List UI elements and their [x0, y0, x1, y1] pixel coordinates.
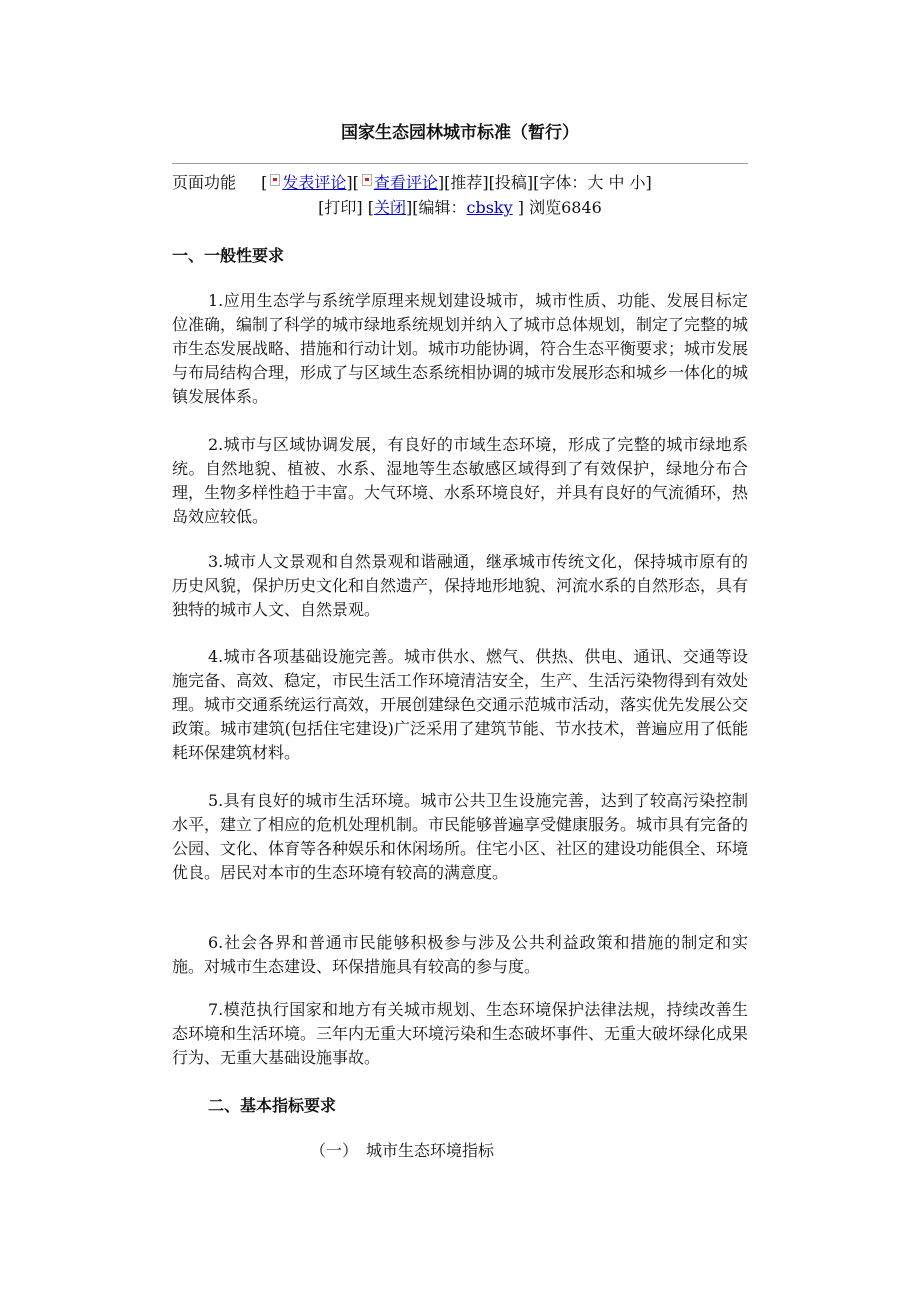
post-comment-link[interactable]: 发表评论 — [282, 173, 347, 192]
paragraph-2: 2.城市与区域协调发展，有良好的市域生态环境，形成了完整的城市绿地系统。自然地貌、植被、水系、湿地等生态敏感区域得到了有效保护，绿地分布合理，生物多样性趋于丰富。大气环境、水系环境良好，并具有良好的气流循环，热岛效应较低。 — [172, 435, 749, 526]
recommend-button[interactable]: [推荐] — [444, 173, 489, 192]
section-heading-general: 一、一般性要求 — [172, 246, 285, 265]
page-function-bar: 页面功能 [ 发表评论][ 查看评论][推荐][投稿][字体：大 中 小] — [172, 173, 652, 192]
editor-label: [编辑： — [412, 198, 467, 217]
section-heading-basic-indicators: 二、基本指标要求 — [208, 1096, 337, 1115]
submit-button[interactable]: [投稿] — [488, 173, 534, 192]
paragraph-1: 1.应用生态学与系统学原理来规划建设城市，城市性质、功能、发展目标定位准确，编制了科学的城市绿地系统规划并纳入了城市总体规划，制定了完整的城市生态发展战略、措施和行动计划。城市功能协调，符合生态平衡要求；城市发展与布局结构合理，形成了与区域生态系统相协调的城市发展形态和城乡一体化的城镇发展体系。 — [172, 291, 749, 406]
comment-icon — [270, 174, 280, 186]
page-title: 国家生态园林城市标准（暂行） — [341, 123, 579, 143]
view-count: 浏览6846 — [529, 198, 602, 217]
paragraph-7: 7.模范执行国家和地方有关城市规划、生态环境保护法律法规，持续改善生态环境和生活环境。三年内无重大环境污染和生态破坏事件、无重大破坏绿化成果行为、无重大基础设施事故。 — [172, 1000, 749, 1067]
paragraph-4: 4.城市各项基础设施完善。城市供水、燃气、供热、供电、通讯、交通等设施完备、高效、稳定，市民生活工作环境清洁安全，生产、生活污染物得到有效处理。城市交通系统运行高效，开展创建绿色交通示范城市活动，落实优先发展公交政策。城市建筑(包括住宅建设)广泛采用了建筑节能、节水技术，普遍应用了低能耗环保建筑材料。 — [172, 647, 749, 762]
paragraph-3: 3.城市人文景观和自然景观和谐融通，继承城市传统文化，保持城市原有的历史风貌，保护历史文化和自然遗产，保持地形地貌、河流水系的自然形态，具有独特的城市人文、自然景观。 — [172, 552, 749, 619]
editor-link[interactable]: cbsky — [466, 198, 513, 217]
page-function-bar-line2: [打印] [关闭][编辑：cbsky ] 浏览6846 — [318, 198, 602, 217]
function-label: 页面功能 — [172, 173, 237, 192]
print-button[interactable]: [打印] — [318, 198, 363, 217]
subsection-heading-ecology: （一） 城市生态环境指标 — [310, 1141, 495, 1160]
title-divider — [172, 163, 748, 164]
font-size-selector[interactable]: [字体：大 中 小] — [533, 173, 652, 192]
paragraph-5: 5.具有良好的城市生活环境。城市公共卫生设施完善，达到了较高污染控制水平，建立了相应的危机处理机制。市民能够普遍享受健康服务。城市具有完备的公园、文化、体育等各种娱乐和休闲场所。住宅小区、社区的建设功能俱全、环境优良。居民对本市的生态环境有较高的满意度。 — [172, 791, 749, 882]
comment-view-icon — [362, 174, 372, 186]
view-comment-link[interactable]: 查看评论 — [373, 173, 438, 192]
paragraph-6: 6.社会各界和普通市民能够积极参与涉及公共利益政策和措施的制定和实施。对城市生态建设、环保措施具有较高的参与度。 — [172, 933, 748, 976]
close-link[interactable]: 关闭 — [374, 198, 407, 217]
